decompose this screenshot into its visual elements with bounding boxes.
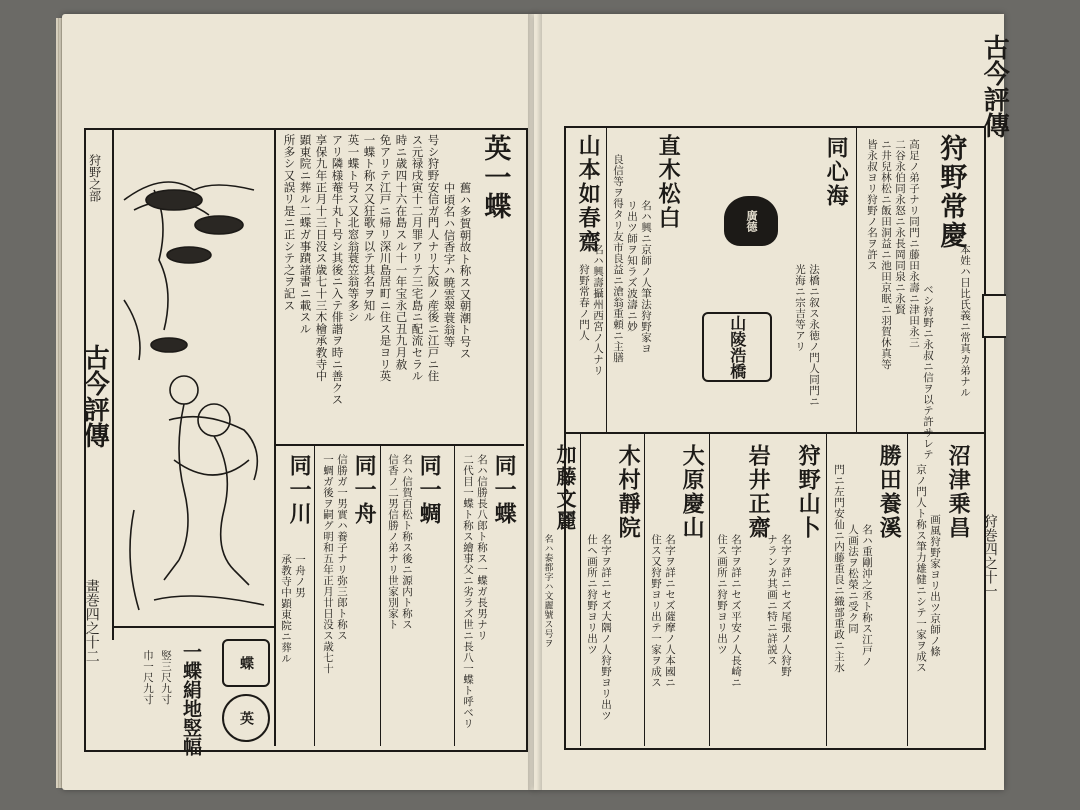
entry-text: 名ハ興壽攝州西宮ノ人ナリ [592, 244, 605, 376]
entry-note: 信香ノ二男信勝ノ弟ナリ世家別家ト [387, 454, 400, 630]
entry-note: 名ハ信賀百松ト称ス後ニ源内ト称ス [401, 454, 414, 630]
entry-note: 承教寺中顕東院ニ葬ル [280, 554, 293, 664]
left-margin-title: 古今評傳 [79, 344, 110, 448]
entry-text: 門ニ左門安仙ニ内藤重良ニ織部重政ニ主水 [833, 464, 846, 673]
artist-name-main: 英一蝶 [479, 134, 511, 221]
entry-text: 良信等ヲ得タリ友市良益ニ滄翁重頼ニ主膳 [612, 154, 625, 363]
entry-note: 一舟ノ男 [294, 554, 307, 598]
wrestling-figures-illustration [114, 130, 274, 640]
illustration-panel [112, 130, 274, 640]
text-divider [274, 444, 524, 446]
entry-text: 法橋ニ叙ス永徳ノ門人同門ニ [808, 264, 821, 407]
entry-name: 勝田養溪 [876, 444, 903, 540]
main-text-col: 中頃名ハ信香字ハ暁雲翠蓑翁等 [442, 182, 457, 348]
right-page [534, 14, 1010, 790]
entry-name: 直木松白 [655, 134, 682, 230]
caption-size-2: 巾一尺九寸 [142, 650, 155, 705]
entry-text: ナランカ其画ニ特ニ詳説ス [766, 534, 779, 666]
entry-divider [454, 446, 455, 746]
left-page [62, 14, 536, 790]
main-text-col: 所多シ又誤リ是ニ正シテ之ヲ記ス [282, 134, 297, 311]
main-text-col: 号シ狩野安信ガ門人ナリ大阪ノ産後ニ江戸ニ住 [426, 134, 441, 382]
entry-divider [380, 446, 381, 746]
entry-divider [709, 434, 710, 746]
entry-note: 名ハ信勝長八郎ト称ス一蝶ガ長男ナリ [476, 454, 489, 641]
entry-name: 沼津乗昌 [945, 444, 972, 540]
entry-divider [580, 434, 581, 746]
entry-text: 住ス画所ニ狩野ヨリ出ツ [716, 534, 729, 655]
entry-text: 名字ヲ詳ニセズ薩摩ノ人本國ニ [664, 534, 677, 688]
artist-seal-lower: 英 [222, 694, 270, 742]
entry-text: ベシ狩野ニ永叔ニ信ヲ以テ許サレテ [922, 284, 935, 460]
entry-name: 山本如春齋 [575, 134, 602, 254]
entry-name: 同一蜩 [416, 454, 443, 526]
main-text-col: 時ニ歳四十六在島スル十一年宝永己丑九月赦 [394, 134, 409, 370]
entry-name: 同心海 [823, 136, 850, 208]
main-text-col: 一蝶ト称ス又狂歌ヲ以テ其名ヲ知ル [362, 134, 377, 323]
main-text-col: 免アリテ江戸ニ帰リ深川島居町ニ住ス是ヨリ英 [378, 134, 393, 382]
entry-text: 名字ヲ詳ニセズ平安ノ人長崎ニ [730, 534, 743, 688]
entry-name: 同一川 [286, 454, 313, 526]
entry-name: 同一舟 [351, 454, 378, 526]
main-text-col: 享保九年正月十三日没ス歳七十三木檜承教寺中 [314, 134, 329, 382]
entry-text: 京ノ門人ト称ス筆力雄健ニシテ一家ヲ成ス [915, 464, 928, 673]
margin-tab [982, 294, 1006, 338]
entry-text: 光海ニ宗吉等アリ [794, 264, 807, 352]
entry-divider [606, 128, 607, 432]
vase-seal: 廣德 [724, 196, 778, 246]
entry-name: 狩野山卜 [795, 444, 822, 540]
left-margin-section: 狩野之部 [87, 154, 102, 202]
large-seal: 山陵浩橋 [702, 312, 772, 382]
entry-divider [856, 128, 857, 432]
entry-note: 二代目一蝶ト称ス繪事父ニ劣ラズ世ニ長八一蝶ト呼ベリ [462, 454, 475, 729]
entry-divider [314, 446, 315, 746]
entry-name: 同一蝶 [491, 454, 518, 526]
caption-size-1: 竪三尺九寸 [160, 650, 173, 705]
main-text-col: 英一蝶ト号ス又北窓翁蓑笠翁等多シ [346, 134, 361, 323]
entry-name: 狩野常慶 [935, 134, 967, 250]
entry-text: 名ハ興ニ京師ノ人筆法狩野家ヨ [640, 200, 653, 354]
entry-text: 二谷永伯同永怒ニ永長岡同泉ニ永賢 [894, 139, 907, 315]
entry-text: ニ井兒林松ニ飯田洞益ニ池田京眠ニ羽賀休真等 [880, 139, 893, 370]
main-text-col: アリ隣様菴牛丸ト号シ其後ニ入テ俳諧ヲ時ニ善クス [330, 134, 345, 406]
left-margin-volume: 畫巻四之十二 [83, 579, 100, 663]
entry-divider [644, 434, 645, 746]
right-margin-volume: 狩巻四之十一 [981, 514, 998, 598]
entry-text: 名ハ泰都字ハ文麗號ス号ヲ [542, 534, 553, 648]
entry-text: リ出ツ師ヲ知ラズ波濤ニ妙 [626, 200, 639, 332]
illustration-divider [112, 626, 274, 628]
book-gutter [528, 14, 542, 790]
entry-text: 名字ヲ詳ニセズ尾張ノ人狩野 [780, 534, 793, 677]
right-margin-title: 古今評傳 [979, 34, 1010, 138]
entry-text: 本姓ハ日比氏義ニ常真カ弟ナル [959, 244, 972, 398]
entry-text: 名ハ重剛沖之丞ト称ス江戸ノ [861, 524, 874, 667]
entry-name: 木村靜院 [615, 444, 642, 540]
entry-note: 信勝ガ一男實ハ養子ナリ弥三郎ト称ス [336, 454, 349, 641]
entry-text: 狩野常春ノ門人 [578, 264, 591, 341]
horizontal-divider [564, 432, 984, 434]
main-text-col: 舊ハ多賀朝故ト称ス又朝潮ト号ス [458, 182, 473, 359]
column-divider [274, 130, 276, 746]
entry-text: 人画法ヲ松榮ニ受ク同 [847, 524, 860, 634]
entry-name: 大原慶山 [679, 444, 706, 540]
entry-note: 一蜩ガ後ヲ嗣グ明和五年正月廿日没ス歳七十 [322, 454, 335, 674]
entry-divider [826, 434, 827, 746]
main-text-col: ス元禄戌寅十二月罪アリテ三宅島ニ配流セラル [410, 134, 425, 382]
entry-text: 画風狩野家ヨリ出ツ京師ノ條 [929, 514, 942, 657]
artist-seal-upper: 蝶 [222, 639, 270, 687]
entry-text: 高足ノ弟子ナリ同門ニ藤田永壽ニ津田永三 [908, 139, 921, 348]
entry-text: 仕ヘ画所ニ狩野ヨリ出ツ [586, 534, 599, 655]
entry-text: 名字ヲ詳ニセズ大隅ノ人狩野ヨリ出ツ [600, 534, 613, 721]
main-text-col: 顕東院ニ葬ル二蝶ガ事蹟諸書ニ載スル [298, 134, 313, 335]
caption-title: 一蝶絹地竪幅 [179, 642, 202, 756]
entry-text: 皆永叔ヨリ狩野ノ名ヲ許ス [866, 139, 879, 271]
entry-divider [907, 434, 908, 746]
entry-name: 岩井正齋 [745, 444, 772, 540]
entry-text: 住ス又狩野ヨリ出テ一家ヲ成ス [650, 534, 663, 688]
entry-name: 加藤文麗 [553, 444, 577, 532]
